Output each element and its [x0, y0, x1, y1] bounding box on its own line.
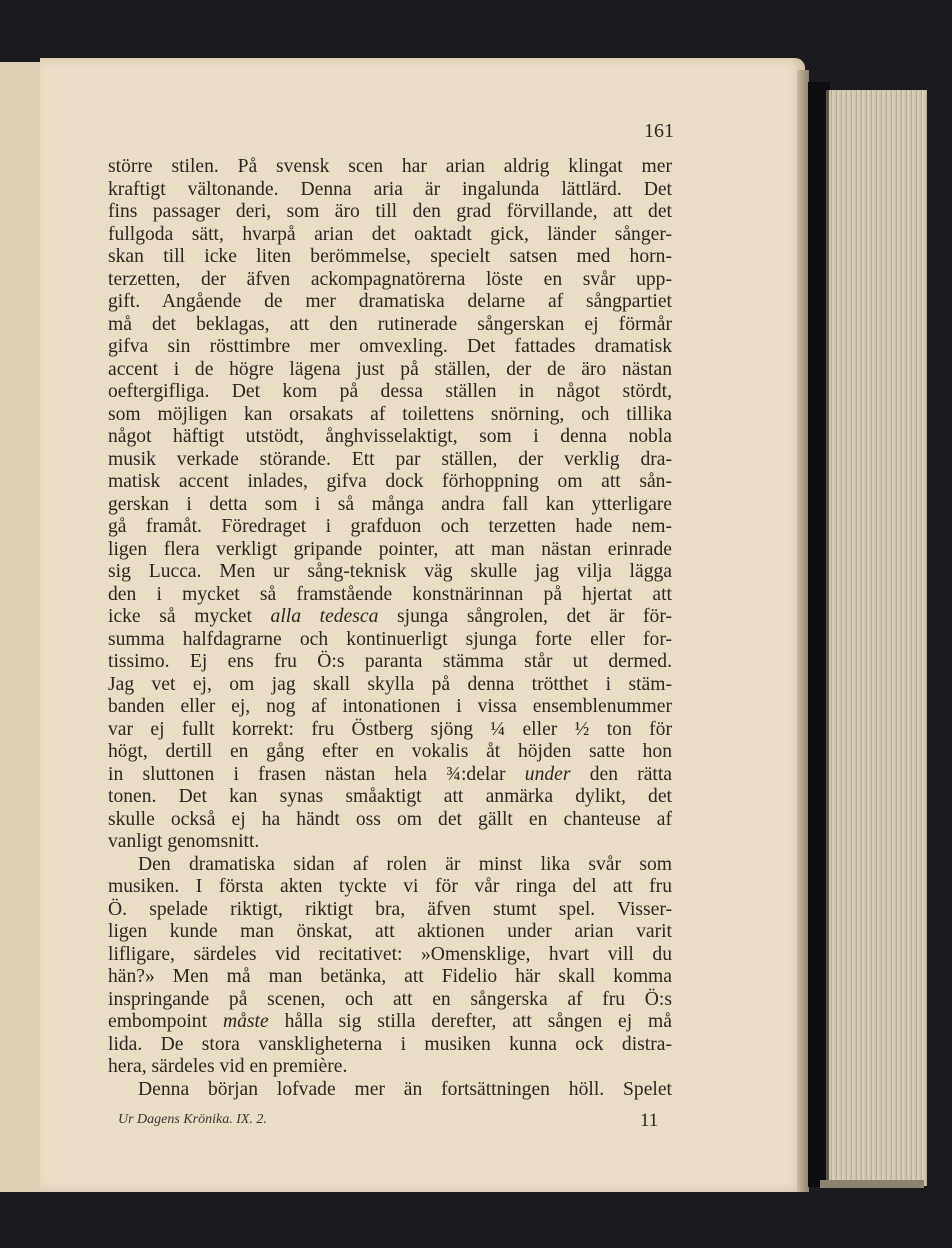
- book-cover-edge: [820, 1180, 924, 1188]
- text-line: [108, 606, 672, 629]
- text-line: fullgoda sätt, hvarpå arian det oaktadt gick, länder sånger-: [108, 223, 672, 245]
- body-text: [108, 156, 672, 1101]
- book-fore-edge: [826, 90, 927, 1186]
- text-line: skulle också ej ha händt oss om det gällt en chanteuse af: [108, 808, 672, 830]
- text-line: summa halfdagrarne och kontinuerligt sjunga forte eller for-: [108, 628, 672, 650]
- italic-phrase: måste: [222, 1011, 269, 1032]
- text-line: lida. De stora vanskligheterna i musiken kunna ock distra-: [108, 1033, 672, 1055]
- text-line: Den dramatiska sidan af rolen är minst lika svår som: [138, 853, 672, 875]
- text-line: inspringande på scenen, och att en sångerska af fru Ö:s: [108, 988, 672, 1010]
- text-line: musik verkade störande. Ett par ställen, der verklig dra-: [108, 448, 672, 470]
- text-segment: den rätta: [570, 763, 672, 785]
- text-segment: icke så mycket: [108, 606, 271, 627]
- text-line: Ö. spelade riktigt, riktigt bra, äfven stumt spel. Visser-: [108, 898, 672, 920]
- text-line: något häftigt utstödt, ånghvisselaktigt, som i denna nobla: [108, 426, 672, 447]
- italic-phrase: under: [524, 763, 571, 785]
- text-line: tissimo. Ej ens fru Ö:s paranta stämma står ut dermed.: [108, 651, 672, 672]
- text-line: ligen kunde man önskat, att aktionen under arian varit: [108, 921, 672, 942]
- text-line: fins passager deri, som äro till den grad förvillande, att det: [108, 201, 672, 222]
- text-line: banden eller ej, nog af intonationen i vissa ensemblenummer: [108, 696, 672, 717]
- text-line: gift. Angående de mer dramatiska delarne af sångpartiet: [108, 291, 672, 312]
- text-line: hän?» Men må man betänka, att Fidelio här skall komma: [108, 966, 672, 987]
- text-line: kraftigt vältonande. Denna aria är ingalunda lättlärd. Det: [108, 178, 672, 200]
- text-line: den i mycket så framstående konstnärinnan på hjertat att: [108, 583, 672, 605]
- text-line: större stilen. På svensk scen har arian aldrig klingat mer: [108, 156, 672, 177]
- text-line: ligen flera verkligt gripande pointer, att man nästan erinrade: [108, 538, 672, 560]
- text-line: vanligt genomsnitt.: [108, 831, 260, 852]
- text-line: högt, dertill en gång efter en vokalis åt höjden satte hon: [108, 741, 672, 762]
- text-line: oeftergifliga. Det kom på dessa ställen in något stördt,: [108, 381, 672, 402]
- italic-phrase: alla tedesca: [270, 606, 379, 627]
- signature-mark: 11: [640, 1110, 659, 1131]
- text-line: Jag vet ej, om jag skall skylla på denna trötthet i stäm-: [108, 673, 672, 695]
- text-line: accent i de högre lägena just på ställen, der de äro nästan: [108, 358, 672, 380]
- text-line: hera, särdeles vid en première.: [108, 1056, 348, 1077]
- text-line: gå framåt. Föredraget i grafduon och terzetten hade nem-: [108, 516, 672, 537]
- page-number: 161: [644, 120, 674, 142]
- text-line: matisk accent inlades, gifva dock förhoppning om att sån-: [108, 471, 672, 492]
- text-line: [108, 764, 672, 787]
- text-line: må det beklagas, att den rutinerade sångerskan ej förmår: [108, 313, 672, 335]
- text-line: tonen. Det kan synas småaktigt att anmärka dylikt, det: [108, 786, 672, 807]
- text-segment: hålla sig stilla derefter, att sången ej må: [268, 1011, 672, 1032]
- text-line: gerskan i detta som i så många andra fall kan ytterligare: [108, 493, 672, 515]
- text-line: var ej fullt korrekt: fru Östberg sjöng ¼ eller ½ ton för: [108, 718, 672, 740]
- text-line: sig Lucca. Men ur sång-teknisk väg skulle jag vilja lägga: [108, 561, 672, 582]
- text-segment: in sluttonen i frasen nästan hela ¾:delar: [108, 763, 525, 785]
- text-segment: embompoint: [108, 1011, 223, 1032]
- text-line: Denna början lofvade mer än fortsättningen höll. Spelet: [138, 1078, 672, 1100]
- text-line: skan till icke liten berömmelse, specielt satsen med horn-: [108, 246, 672, 267]
- text-line: gifva sin rösttimbre mer omvexling. Det fattades dramatisk: [108, 336, 672, 357]
- text-line: terzetten, der äfven ackompagnatörerna löste en svår upp-: [108, 268, 672, 290]
- text-line: som möjligen kan orsakats af toilettens snörning, och tillika: [108, 403, 672, 425]
- footer-publication-title: Ur Dagens Krönika. IX. 2.: [118, 1112, 267, 1127]
- text-line: lifligare, särdeles vid recitativet: »Omensklige, hvart vill du: [108, 943, 672, 965]
- text-segment: sjunga sångrolen, det är för-: [378, 606, 672, 627]
- text-line: [108, 1011, 672, 1034]
- text-line: musiken. I första akten tyckte vi för vår ringa del att fru: [108, 876, 672, 897]
